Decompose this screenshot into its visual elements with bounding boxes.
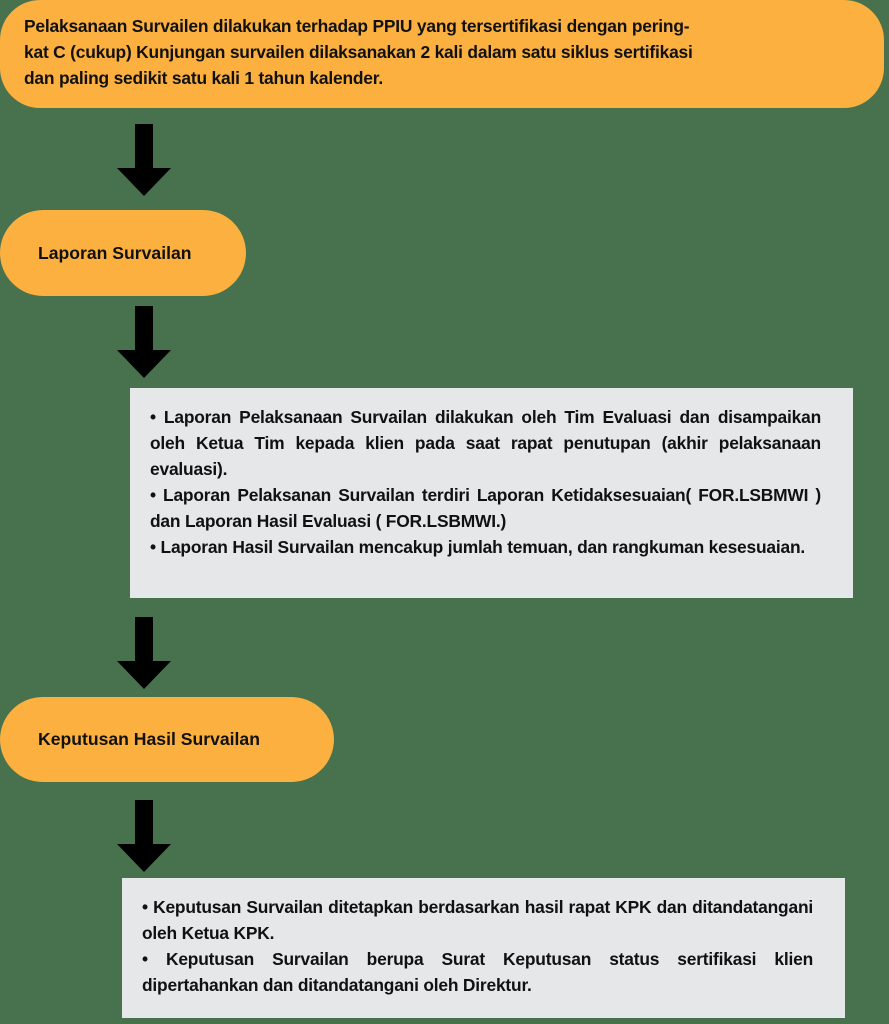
arrow-down-icon: [116, 800, 172, 872]
step-keputusan-hasil-survailan: [0, 697, 334, 782]
intro-line-2: kat C (cukup) Kunjungan survailen dilaksanakan 2 kali dalam satu siklus sertifikasi: [24, 42, 693, 62]
note-item: • Laporan Hasil Survailan mencakup jumlah temuan, dan rangkuman kesesuaian.: [150, 537, 806, 557]
arrow-down-icon: [116, 617, 172, 689]
intro-step: [0, 0, 884, 108]
laporan-notes: [130, 388, 853, 598]
arrow-down-icon: [116, 306, 172, 378]
intro-line-1: Pelaksanaan Survailen dilakukan terhadap PPIU yang tersertifikasi dengan pering-: [24, 16, 690, 36]
keputusan-notes: [122, 878, 845, 1018]
step-label: Keputusan Hasil Survailan: [38, 729, 260, 749]
note-item: • Keputusan Survailan ditetapkan berdasarkan hasil rapat KPK dan ditandatangani oleh Ketua KPK.: [142, 897, 813, 943]
note-item: • Laporan Pelaksanan Survailan terdiri Laporan Ketidaksesuaian( FOR.LSBMWI ) dan Laporan Hasil Evaluasi ( FOR.LSBMWI.): [150, 485, 821, 531]
arrow-down-icon: [116, 124, 172, 196]
step-laporan-survailan: [0, 210, 246, 296]
step-label: Laporan Survailan: [38, 242, 192, 263]
note-item: • Keputusan Survailan berupa Surat Keputusan status sertifikasi klien dipertahankan dan ditandatangani oleh Direktur.: [142, 949, 813, 995]
intro-line-3: dan paling sedikit satu kali 1 tahun kalender.: [24, 68, 384, 88]
note-item: • Laporan Pelaksanaan Survailan dilakukan oleh Tim Evaluasi dan disampaikan oleh Ketua Tim kepada klien pada saat rapat penutupan (akhir pelaksanaan evaluasi).: [150, 407, 821, 479]
